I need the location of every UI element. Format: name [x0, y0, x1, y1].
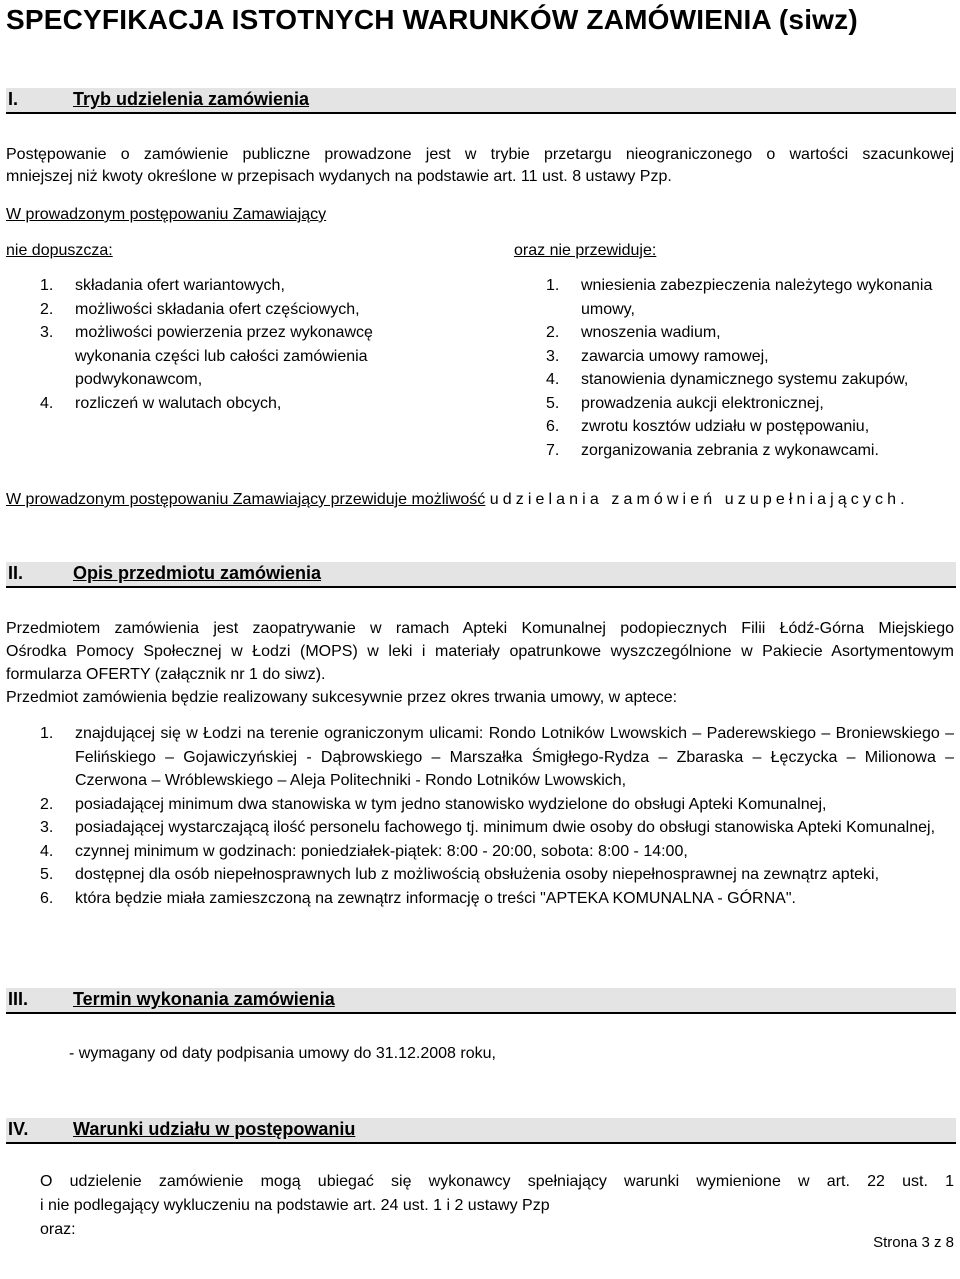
not-allowed-list — [40, 274, 385, 415]
list-item: 1. składania ofert wariantowych, — [40, 277, 285, 294]
list-item: 2. możliwości składania ofert częściowych, — [40, 300, 360, 318]
list-item: 5. prowadzenia aukcji elektronicznej, — [546, 394, 824, 412]
section-4-title: Warunki udziału w postępowaniu — [73, 1119, 356, 1139]
section-1-number: I. — [8, 89, 19, 109]
section-2-para-1-line-3: formularza OFERTY (załącznik nr 1 do siwz). — [6, 666, 326, 683]
closing-underlined: W prowadzonym postępowaniu Zamawiający przewiduje możliwość — [6, 491, 486, 508]
list-item: 3. możliwości powierzenia przez wykonawcę wykonania części lub całości zamówienia podwykonawcom, — [40, 324, 373, 388]
section-2-para-2: Przedmiot zamówienia będzie realizowany sukcesywnie przez okres trwania umowy, w aptece: — [6, 689, 678, 706]
section-3-title: Termin wykonania zamówienia — [73, 989, 335, 1009]
section-1-intro-line-1: Postępowanie o zamówienie publiczne prowadzone jest w trybie przetargu nieograniczonego o wartości szacunkowej — [6, 146, 954, 163]
pharmacy-requirements-list — [40, 722, 954, 910]
page-number: Strona 3 z 8 — [873, 1234, 954, 1251]
list-item: 6. która będzie miała zamieszczoną na zewnątrz informację o treści "APTEKA KOMUNALNA - GÓRNA". — [40, 889, 796, 907]
section-3-text: - wymagany od daty podpisania umowy do 31.12.2008 roku, — [69, 1045, 496, 1062]
list-item: 1. znajdującej się w Łodzi na terenie ograniczonym ulicami: Rondo Lotników Lwowskich – Paderewskiego – Broniewskiego – Felińskiego – Gojawiczyńskiej - Dąbrowskiego – Marszałka Śmigłego-Rydza – Zbaraska – Łęczycka – Milionowa – Czerwona – Wróblewskiego – Aleja Politechniki - Rondo Lotników Lwowskich, — [40, 725, 954, 789]
section-2-header — [6, 562, 956, 588]
section-4-number: IV. — [8, 1119, 29, 1139]
document-title: SPECYFIKACJA ISTOTNYCH WARUNKÓW ZAMÓWIENIA (siwz) — [6, 4, 858, 35]
section-2-para-1-line-2: Ośrodka Pomocy Społecznej w Łodzi (MOPS) w leki i materiały opatrunkowe wyszczególnione w Pakiecie Asortymentowym — [6, 643, 954, 660]
list-item: 3. zawarcia umowy ramowej, — [546, 347, 769, 365]
section-4-header — [6, 1118, 956, 1144]
right-heading: oraz nie przewiduje: — [514, 242, 657, 259]
list-item: 5. dostępnej dla osób niepełnosprawnych lub z możliwością obsłużenia osoby niepełnosprawnej na zewnątrz apteki, — [40, 866, 880, 883]
section-1-intro-line-2: mniejszej niż kwoty określone w przepisach wydanych na podstawie art. 11 ust. 8 ustawy Pzp. — [6, 168, 672, 185]
closing-spaced: udzielania zamówień uzupełniających. — [489, 491, 909, 508]
list-item: 2. wnoszenia wadium, — [546, 324, 721, 341]
section-1-closing — [6, 489, 909, 511]
section-3-number: III. — [8, 989, 29, 1009]
section-2-title: Opis przedmiotu zamówienia — [73, 563, 322, 583]
section-4-line-3: oraz: — [40, 1221, 76, 1238]
section-1-title: Tryb udzielenia zamówienia — [73, 89, 310, 109]
list-item: 7. zorganizowania zebrania z wykonawcami. — [546, 441, 879, 459]
list-item: 4. stanowienia dynamicznego systemu zakupów, — [546, 371, 909, 388]
left-heading: nie dopuszcza: — [6, 242, 113, 259]
section-4-line-2: i nie podlegający wykluczeniu na podstawie art. 24 ust. 1 i 2 ustawy Pzp — [40, 1197, 550, 1214]
list-item: 4. czynnej minimum w godzinach: poniedziałek-piątek: 8:00 - 20:00, sobota: 8:00 - 14:00, — [40, 842, 688, 860]
section-1-lead: W prowadzonym postępowaniu Zamawiający — [6, 206, 327, 223]
section-4-line-1: O udzielenie zamówienie mogą ubiegać się wykonawcy spełniający warunki wymienione w art. 22 ust. 1 — [40, 1173, 954, 1190]
not-provided-list — [546, 274, 936, 462]
list-item: 4. rozliczeń w walutach obcych, — [40, 394, 282, 412]
section-3-header — [6, 988, 956, 1014]
section-1-header — [6, 88, 956, 114]
list-item: 6. zwrotu kosztów udziału w postępowaniu, — [546, 418, 870, 435]
list-item: 2. posiadającej minimum dwa stanowiska w tym jedno stanowisko wydzielone do obsługi Apteki Komunalnej, — [40, 795, 827, 813]
list-item: 1. wniesienia zabezpieczenia należytego wykonania umowy, — [546, 277, 933, 318]
list-item: 3. posiadającej wystarczającą ilość personelu fachowego tj. minimum dwie osoby do obsługi stanowiska Apteki Komunalnej, — [40, 819, 936, 836]
section-2-para-1-line-1: Przedmiotem zamówienia jest zaopatrywanie w ramach Apteki Komunalnej podopiecznych Filii Łódź-Górna Miejskiego — [6, 620, 954, 637]
section-2-number: II. — [8, 563, 24, 583]
